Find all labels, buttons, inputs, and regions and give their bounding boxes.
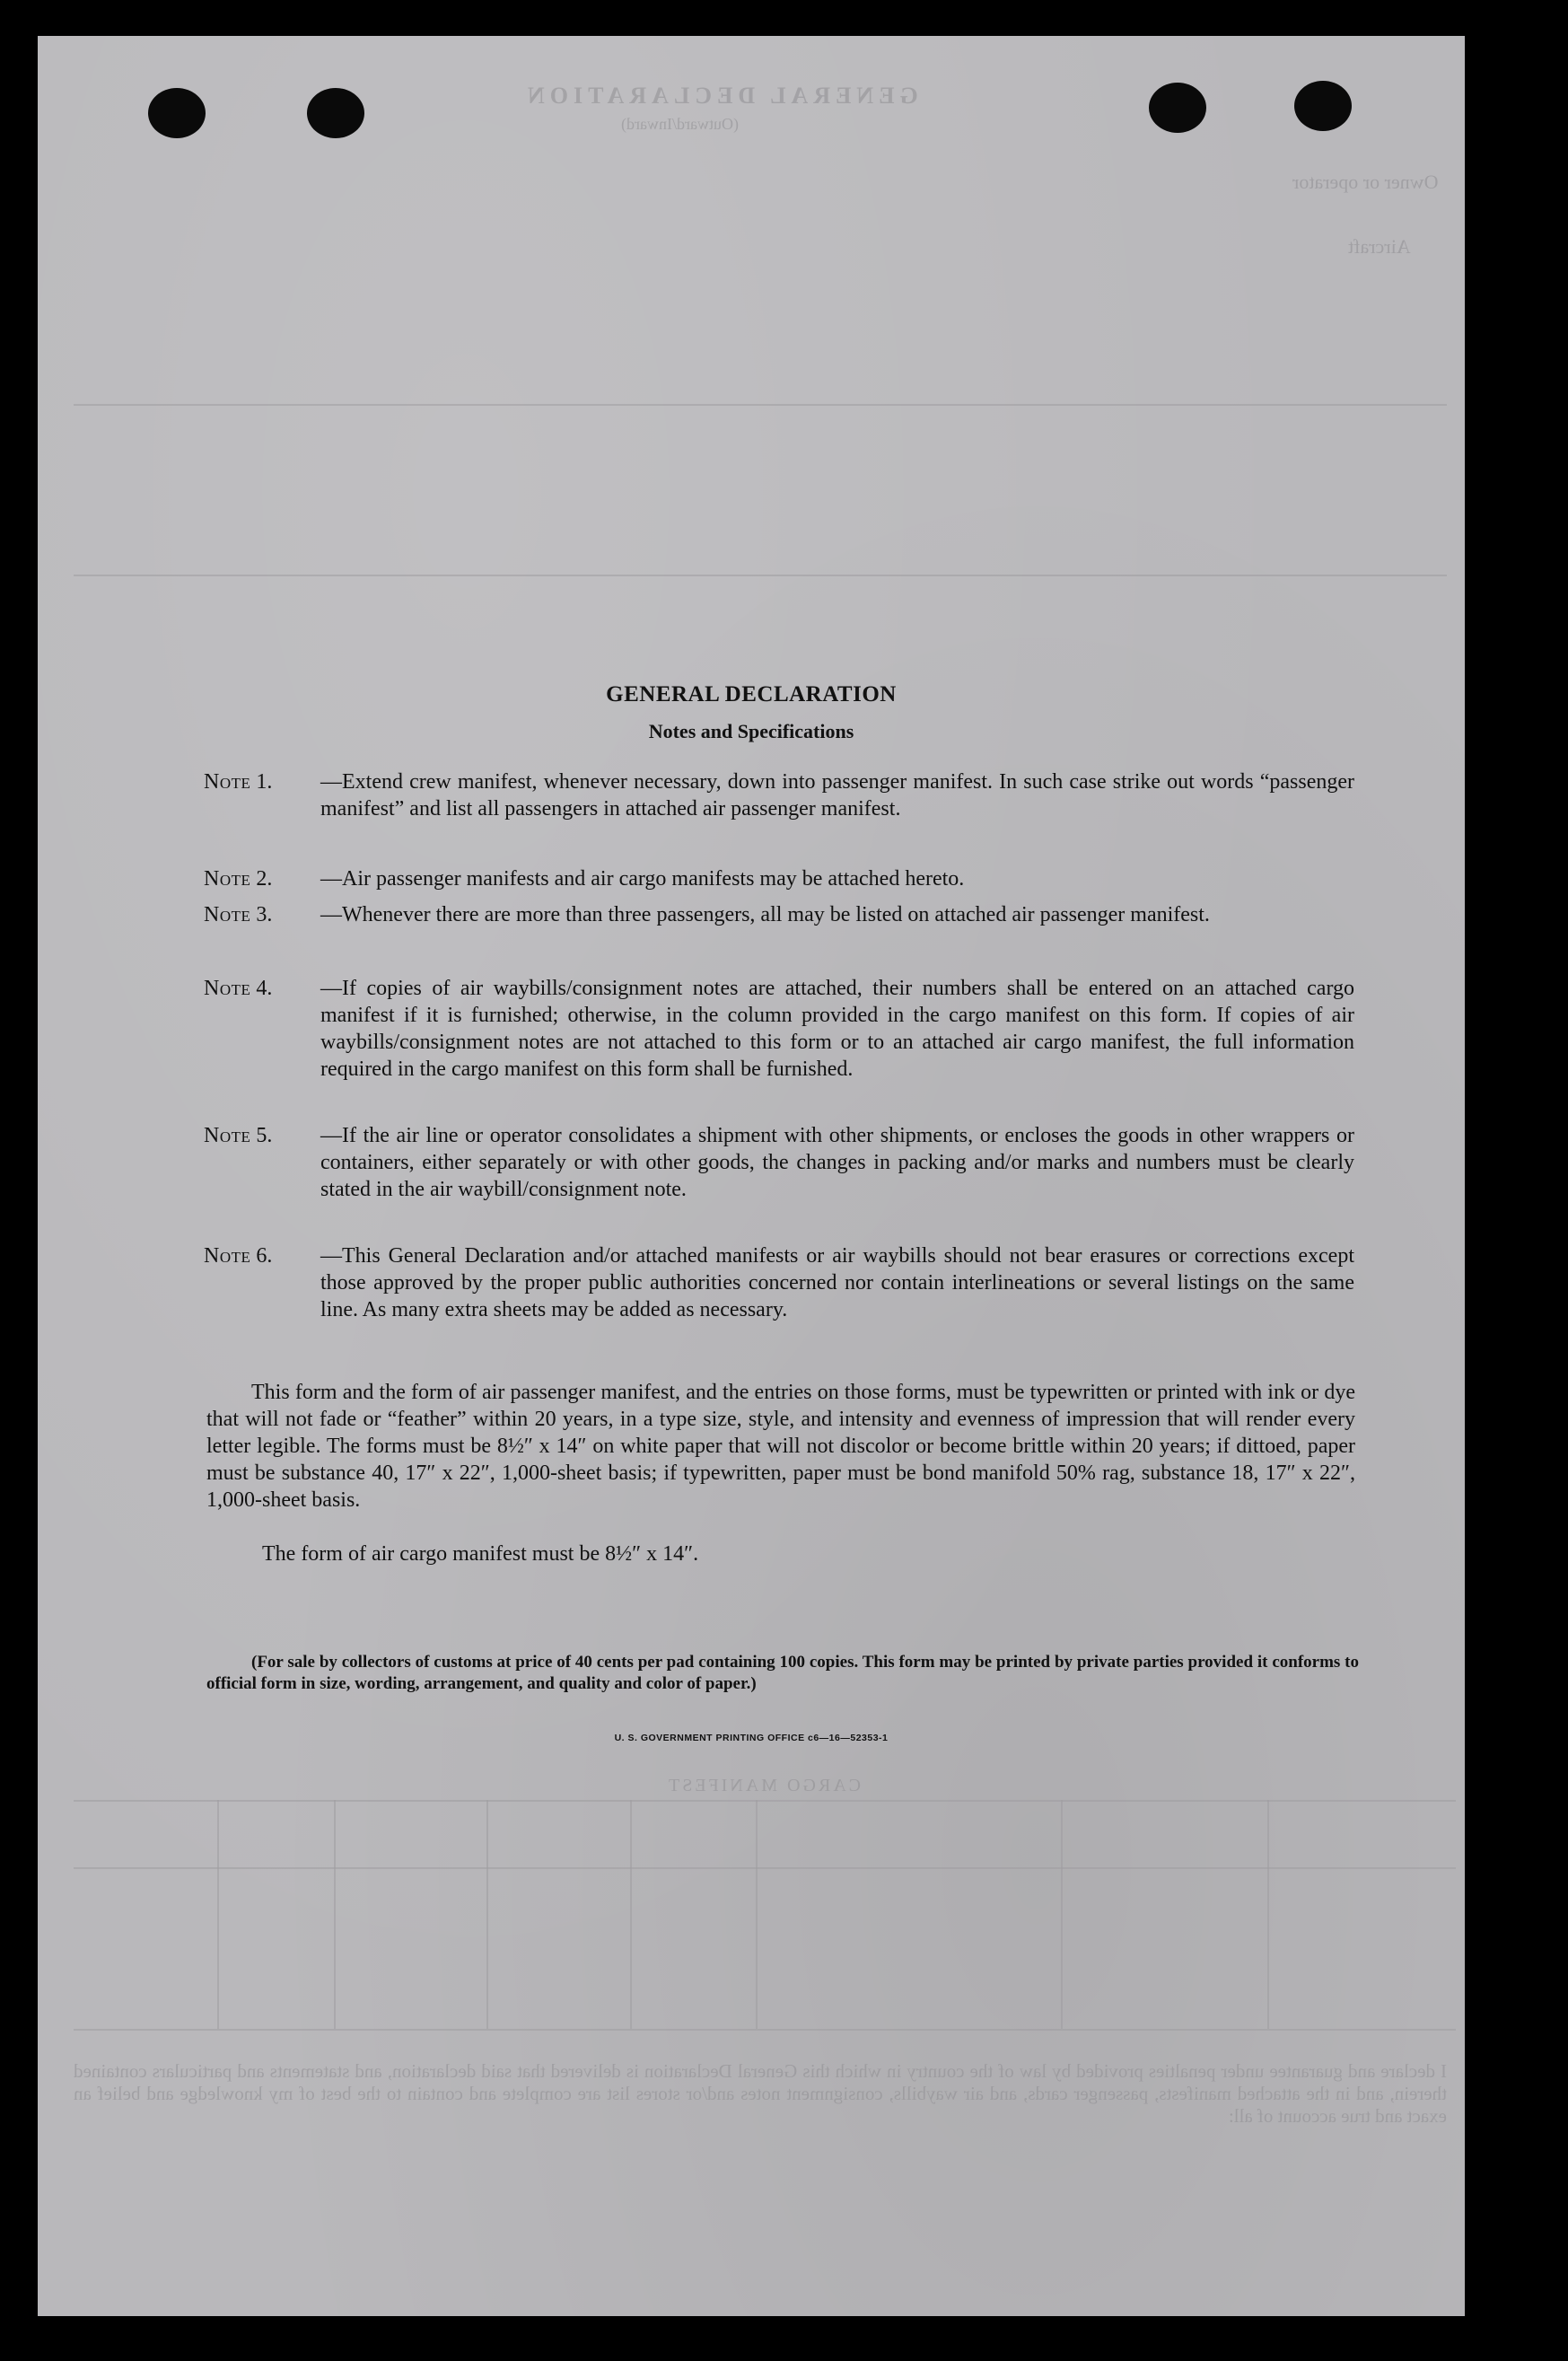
bleed-through-cargo-manifest: CARGO MANIFEST (666, 1776, 862, 1795)
declaration-title: GENERAL DECLARATION (606, 682, 897, 707)
bleed-through-rule-1 (74, 404, 1447, 406)
note-number: 6. (256, 1244, 273, 1268)
bleed-through-title: GENERAL DECLARATION (522, 83, 918, 109)
note-label: Note (204, 903, 251, 926)
form-specification-paragraph: This form and the form of air passenger manifest, and the entries on those forms, must be typewritten or printed with ink or dye that will not fade or “feather” within 20 years, in a type size, style, and intensity and evenness of impression that will render every letter legible. The forms must be 8½″ x 14″ on white paper that will not discolor or become brittle within 20 years; if dittoed, paper must be substance 40, 17″ x 22″, 1,000-sheet basis; if typewritten, paper must be bond manifold 50% rag, substance 18, 17″ x 22″, 1,000-sheet basis. (206, 1381, 1355, 1512)
declaration-subtitle: Notes and Specifications (648, 720, 854, 742)
note-number: 5. (256, 1124, 273, 1147)
bleed-through-table-head (74, 1867, 1456, 1869)
document-page (38, 36, 1465, 2316)
punch-hole-left-2 (307, 88, 364, 138)
bleed-through-col-3 (486, 1800, 488, 2029)
note-number: 1. (256, 770, 273, 794)
note-6 (204, 1242, 1354, 1323)
printing-office-imprint: U. S. GOVERNMENT PRINTING OFFICE c6—16—52353-1 (614, 1733, 889, 1743)
bleed-through-col-7 (1267, 1800, 1269, 2029)
punch-hole-right-1 (1149, 83, 1206, 133)
bleed-through-aircraft-label: Aircraft (1348, 235, 1411, 258)
note-text: —If the air line or operator consolidates a shipment with other shipments, or encloses the goods in other wrappers or containers, either separately or with other goods, the changes in packing and/or marks and numbers must be clearly stated in the air waybill/consignment note. (320, 1124, 1354, 1201)
note-label: Note (204, 867, 251, 891)
bleed-through-owner-label: Owner or operator (1292, 171, 1439, 193)
bleed-through-table-top (74, 1800, 1456, 1802)
bleed-through-rule-2 (74, 575, 1447, 576)
note-label: Note (204, 770, 251, 794)
bleed-through-declaration-text: I declare and guarantee under penalties provided by law of the country in which this General Declaration is delivered that said declaration, and statements and particulars contained therein, and in the attached manifests, passenger cards, and air waybills, consignment notes and/or stores list are complete and contain to the best of my knowledge and belief an exact and true account of all: (74, 2060, 1447, 2127)
note-text: —Whenever there are more than three passengers, all may be listed on attached air passenger manifest. (320, 903, 1210, 926)
note-text: —If copies of air waybills/consignment notes are attached, their numbers shall be entered on an attached cargo manifest if it is furnished; otherwise, in the column provided in the cargo manifest on this form. If copies of air waybills/consignment notes are not attached to this form or to an attached air cargo manifest, the full information required in the cargo manifest on this form shall be furnished. (320, 977, 1354, 1081)
note-number: 3. (256, 903, 273, 926)
bleed-through-col-5 (756, 1800, 758, 2029)
sale-notice: (For sale by collectors of customs at price of 40 cents per pad containing 100 copies. This form may be printed by private parties provided it conforms to official form in size, wording, arrangement, and quality and color of paper.) (206, 1653, 1359, 1693)
note-1 (204, 768, 1354, 822)
note-number: 4. (256, 977, 273, 1000)
note-text: —Air passenger manifests and air cargo manifests may be attached hereto. (320, 867, 965, 891)
note-label: Note (204, 1124, 251, 1147)
bleed-through-subtitle: (Outward/Inward) (621, 115, 739, 133)
note-4 (204, 975, 1354, 1083)
bleed-through-col-6 (1061, 1800, 1063, 2029)
note-5 (204, 1122, 1354, 1203)
note-number: 2. (256, 867, 273, 891)
punch-hole-right-2 (1294, 81, 1352, 131)
punch-hole-left-1 (148, 88, 206, 138)
bleed-through-table-bottom (74, 2029, 1456, 2031)
bleed-through-col-1 (217, 1800, 219, 2029)
note-label: Note (204, 1244, 251, 1268)
note-2 (204, 865, 1354, 892)
note-text: —This General Declaration and/or attached manifests or air waybills should not bear erasures or corrections except those approved by the proper public authorities concerned nor contain interlineations or several listings on the same line. As many extra sheets may be added as necessary. (320, 1244, 1354, 1321)
note-label: Note (204, 977, 251, 1000)
bleed-through-col-4 (630, 1800, 632, 2029)
bleed-through-col-2 (334, 1800, 336, 2029)
cargo-manifest-size: The form of air cargo manifest must be 8½″ x 14″. (262, 1542, 699, 1566)
note-text: —Extend crew manifest, whenever necessary, down into passenger manifest. In such case strike out words “passenger manifest” and list all passengers in attached air passenger manifest. (320, 770, 1354, 821)
note-3 (204, 901, 1354, 928)
